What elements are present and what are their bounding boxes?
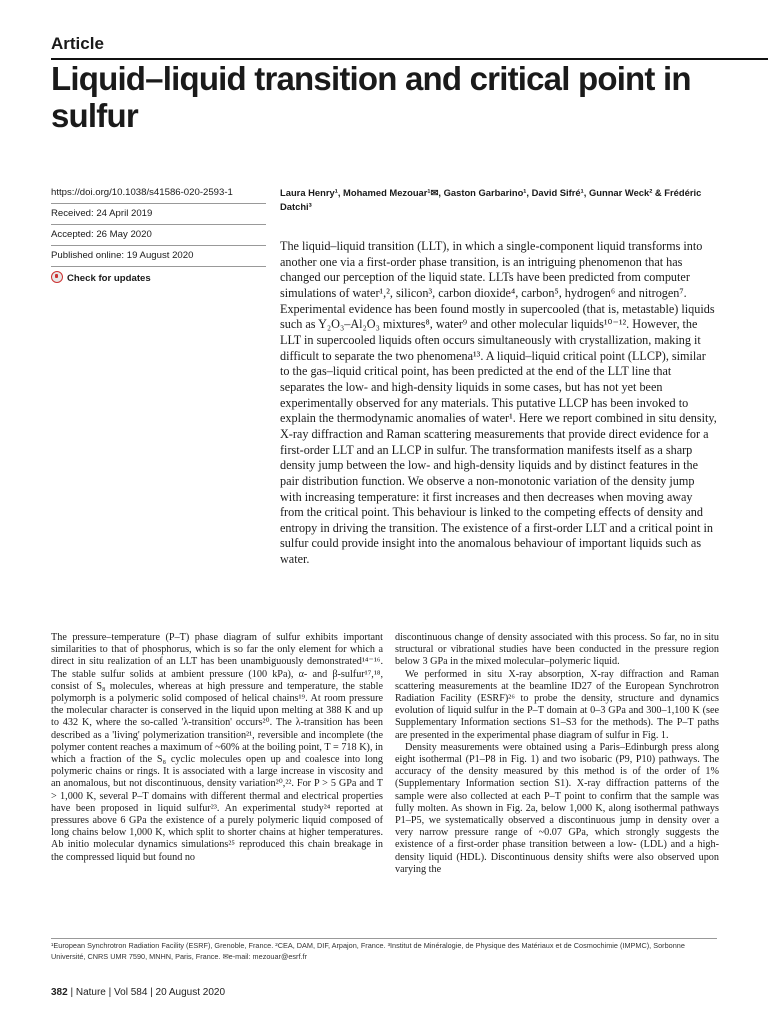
body-column-left xyxy=(51,632,383,864)
body-paragraph: The pressure–temperature (P–T) phase diagram of sulfur exhibits important similarities to that of phosphorus, which is so far the only element for which a direct in situ realization of an LLT has been unambiguously demonstrated¹⁴⁻¹⁶. The stable sulfur solids at ambient pressure (100 kPa), α- and β-sulfur¹⁷,¹⁸, consist of S₈ molecules, whereas at high pressure and temperature, the stable polymorph is a polymeric solid composed of helical chains¹⁹. At room pressure the molecular character is conserved in the liquid upon melting at 388 K and up to 432 K, where the so-called 'λ-transition' occurs²⁰. The λ-transition has been described as a 'living' polymerization transition²¹, reversible and incomplete (the polymer content reaches a maximum of ~60% at the boiling point, T = 718 K), in which a fraction of the S₈ cyclic molecules open up and coalesce into long polymeric chains or rings. It is associated with a large increase in viscosity and an anomalous, but not discontinuous, density variation²⁰,²². For P > 5 GPa and T > 1,000 K, several P–T domains with different thermal and electrical properties have been proposed in liquid sulfur²³. An experimental study²⁴ reported at pressures above 6 GPa the existence of a purely polymeric liquid composed of long chains below 1,000 K, which split to shorter chains at higher temperatures. Ab initio molecular dynamics simulations²⁵ reproduced this chain breakage in the compressed liquid but found no xyxy=(51,632,383,863)
check-updates-button[interactable] xyxy=(51,271,266,284)
author-list: Laura Henry¹, Mohamed Mezouar¹✉, Gaston Garbarino¹, David Sifré¹, Gunnar Weck² & Frédéric Datchi³ xyxy=(280,187,702,212)
published-date: Published online: 19 August 2020 xyxy=(51,250,194,261)
check-updates-icon xyxy=(51,271,63,283)
article-type-label: Article xyxy=(51,34,104,53)
paper-title: Liquid–liquid transition and critical point in sulfur xyxy=(51,60,691,134)
page-number: 382 xyxy=(51,987,68,998)
meta-divider xyxy=(51,245,266,246)
body-paragraph: discontinuous change of density associated with this process. So far, no in situ structural or vibrational studies have been conducted in the pressure region below 3 GPa in the mixed molecular–polymeric liquid. xyxy=(395,632,719,668)
body-column-right xyxy=(395,632,719,876)
accepted-date: Accepted: 26 May 2020 xyxy=(51,229,152,240)
body-paragraph: We performed in situ X-ray absorption, X-ray diffraction and Raman scattering measurements at the beamline ID27 of the European Synchrotron Radiation Facility (ESRF)²⁶ to probe the density, structure and dynamics evolution of liquid sulfur in the P–T domain at 0–3 GPa and 300–1,100 K (see Supplementary Information sections S1–S3 for the methods). The P–T paths are presented in the experimental phase diagram of sulfur in Fig. 1. xyxy=(395,668,719,741)
footnote-divider xyxy=(51,938,717,939)
abstract: The liquid–liquid transition (LLT), in which a single-component liquid transforms into another one via a first-order phase transition, is an intriguing phenomenon that has changed our perception of the liquid state. LLTs have been predicted from computer simulations of water¹,², silicon³, carbon dioxide⁴, carbon⁵, hydrogen⁶ and nitrogen⁷. Experimental evidence has been found mostly in supercooled (that is, metastable) liquids such as Y₂O₃–Al₂O₃ mixtures⁸, water⁹ and other molecular liquids¹⁰⁻¹². However, the LLT in supercooled liquids often occurs simultaneously with crystallization, making it difficult to separate the two phenomena¹³. A liquid–liquid critical point (LLCP), similar to the gas–liquid critical point, has been predicted at the end of the LLT line that separates the low- and high-density liquids in some cases, but has not yet been experimentally observed for any materials. This putative LLCP has been invoked to explain the thermodynamic anomalies of water¹. Here we report combined in situ density, X-ray diffraction and Raman scattering measurements that provide direct evidence for a first-order LLT and an LLCP in sulfur. The transformation manifests itself as a sharp density jump between the low- and high-density liquids and by distinct features in the pair distribution function. We observe a non-monotonic variation of the density jump with increasing temperature: it first increases and then decreases when moving away from the critical point. This behaviour is linked to the competing effects of density and entropy in driving the transition. The existence of a first-order LLT and a critical point in sulfur could provide insight into the anomalous behaviour of important liquids such as water. xyxy=(280,239,717,567)
check-updates-label: Check for updates xyxy=(67,273,151,284)
doi-link[interactable]: https://doi.org/10.1038/s41586-020-2593-1 xyxy=(51,187,233,198)
meta-divider xyxy=(51,266,266,267)
page-footer xyxy=(51,987,225,998)
meta-divider xyxy=(51,203,266,204)
meta-divider xyxy=(51,224,266,225)
affiliations-footnote: ¹European Synchrotron Radiation Facility (ESRF), Grenoble, France. ²CEA, DAM, DIF, Arpajon, France. ³Institut de Minéralogie, de Physique des Matériaux et de Cosmochimie (IMPMC), Sorbonne Université, CNRS UMR 7590, MNHN, Paris, France. ✉e-mail: mezouar@esrf.fr xyxy=(51,941,685,961)
received-date: Received: 24 April 2019 xyxy=(51,208,153,219)
body-paragraph: Density measurements were obtained using a Paris–Edinburgh press along eight isothermal (P1–P8 in Fig. 1) and two isobaric (P9, P10) pathways. The accuracy of the density measured by this method is of the order of 1% (Supplementary Information section S1). X-ray diffraction patterns of the sample were also collected at each P–T point to confirm that the sample was fully molten. As shown in Fig. 2a, below 1,000 K, along isothermal pathways P1–P5, we systematically observed a discontinuous jump in density over a very narrow pressure range of ~0.07 GPa, which strongly suggests the existence of a first-order phase transition between a low- (LDL) and a high-density liquid (HDL). Discontinuous density shifts were also observed upon varying the xyxy=(395,741,719,875)
journal-info: | Nature | Vol 584 | 20 August 2020 xyxy=(70,987,226,998)
